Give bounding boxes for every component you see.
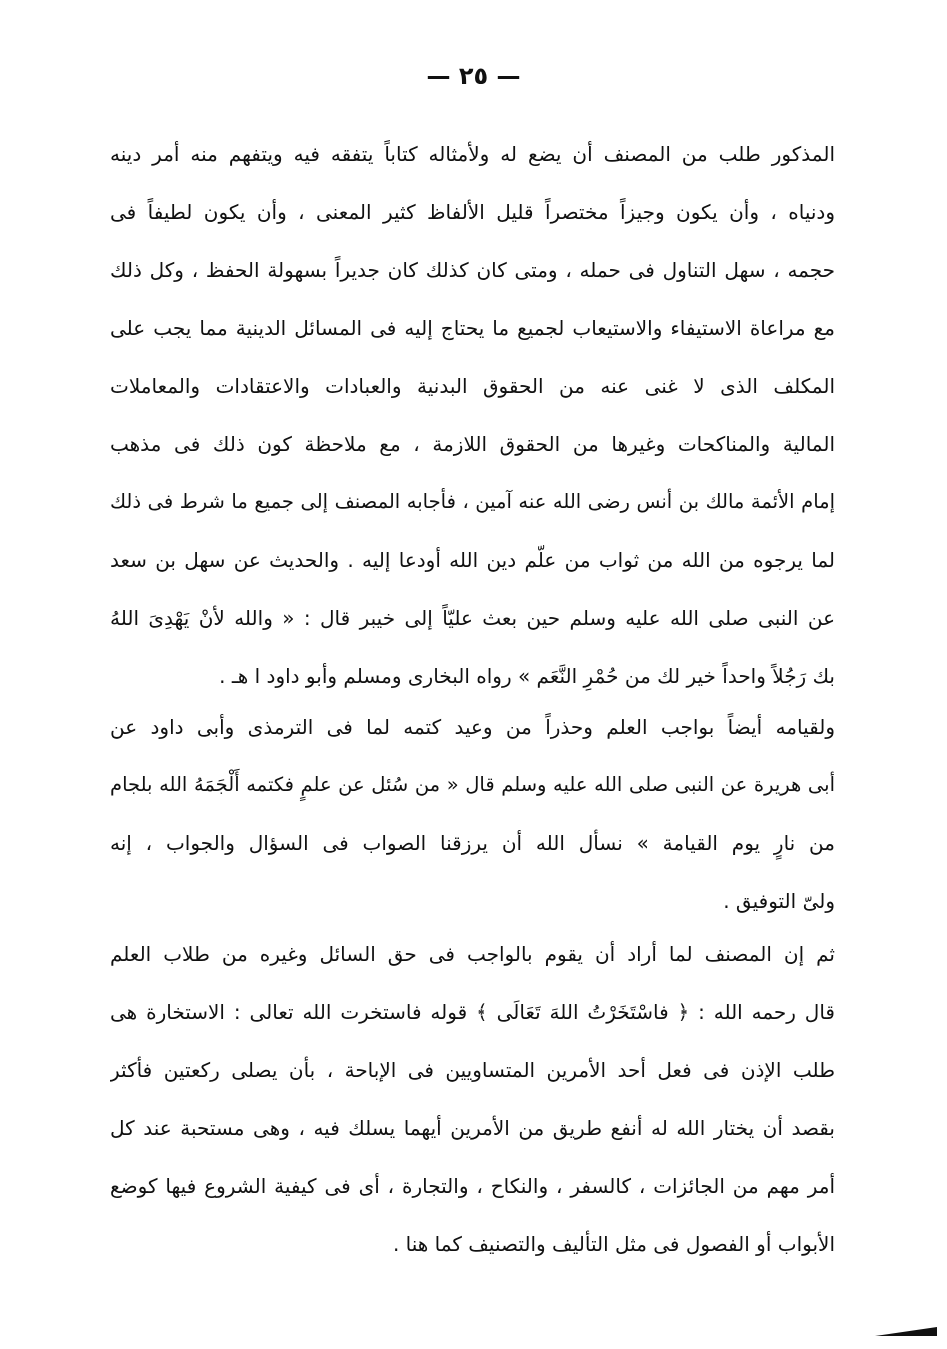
text-line: ولىّ التوفيق . (723, 889, 835, 913)
text-line: عن النبى صلى الله عليه وسلم حين بعث عليّاً إلى خيبر قال : « والله لأنْ يَهْدِىَ اللهُ (110, 606, 835, 630)
text-line: إمام الأئمة مالك بن أنس رضى الله عنه آمين ، فأجابه المصنف إلى جميع ما شرط فى ذلك (110, 490, 835, 513)
text-line: بقصد أن يختار الله له أنفع طريق من الأمرين أيهما يسلك فيه ، وهى مستحبة عند كل (110, 1116, 835, 1140)
text-line: ودنياه ، وأن يكون وجيزاً مختصراً قليل الألفاظ كثير المعنى ، وأن يكون لطيفاً فى (110, 200, 835, 224)
text-line: طلب الإذن فى فعل أحد الأمرين المتساويين فى الإباحة ، بأن يصلى ركعتين فأكثر (110, 1058, 835, 1082)
text-line: الأبواب أو الفصول فى مثل التأليف والتصنيف كما هنا . (392, 1232, 835, 1256)
scan-corner-mark (875, 1323, 937, 1337)
text-line: ثم إن المصنف لما أراد أن يقوم بالواجب فى حق السائل وغيره من طلاب العلم (110, 942, 835, 966)
paragraph-3 (110, 925, 835, 1273)
text-line: أمر مهم من الجائزات ، كالسفر ، والنكاح ، والتجارة ، أى فى كيفية الشروع فيها كوضع (110, 1174, 835, 1198)
text-line: المكلف الذى لا غنى عنه من الحقوق البدنية والعبادات والاعتقادات والمعاملات (110, 374, 835, 398)
text-line: حجمه ، سهل التناول فى حمله ، ومتى كان كذلك كان جديراً بسهولة الحفظ ، وكل ذلك (110, 258, 835, 282)
text-line: المذكور طلب من المصنف أن يضع له ولأمثاله كتاباً يتفقه فيه ويتفهم منه أمر دينه (110, 142, 835, 166)
paragraph-2 (110, 698, 835, 930)
text-line: أبى هريرة عن النبى صلى الله عليه وسلم قال « من سُئل عن علمٍ فكتمه أَلْجَمَهُ الله بلجام (110, 773, 835, 796)
text-line: قال رحمه الله : ﴿ فاسْتَخَرْتُ اللهَ تَعَالَى ﴾ قوله فاستخرت الله تعالى : الاستخارة هى (110, 1000, 835, 1024)
text-line: المالية والمناكحات وغيرها من الحقوق اللازمة ، مع ملاحظة كون ذلك فى مذهب (110, 432, 835, 456)
paragraph-1 (110, 125, 835, 705)
text-line: بك رَجُلاً واحداً خير لك من حُمْرِ النَّعَم » رواه البخارى ومسلم وأبو داود ا هـ . (219, 664, 835, 688)
text-line: مع مراعاة الاستيفاء والاستيعاب لجميع ما يحتاج إليه فى المسائل الدينية مما يجب على (110, 316, 835, 340)
text-line: لما يرجوه من الله من ثواب من علّم دين الله أودعا إليه . والحديث عن سهل بن سعد (110, 548, 835, 572)
text-line: من نارٍ يوم القيامة » نسأل الله أن يرزقنا الصواب فى السؤال والجواب ، إنه (110, 831, 835, 855)
page-number: — ٢٥ — (426, 62, 521, 90)
text-line: ولقيامه أيضاً بواجب العلم وحذراً من وعيد كتمه لما فى الترمذى وأبى داود عن (110, 715, 835, 739)
